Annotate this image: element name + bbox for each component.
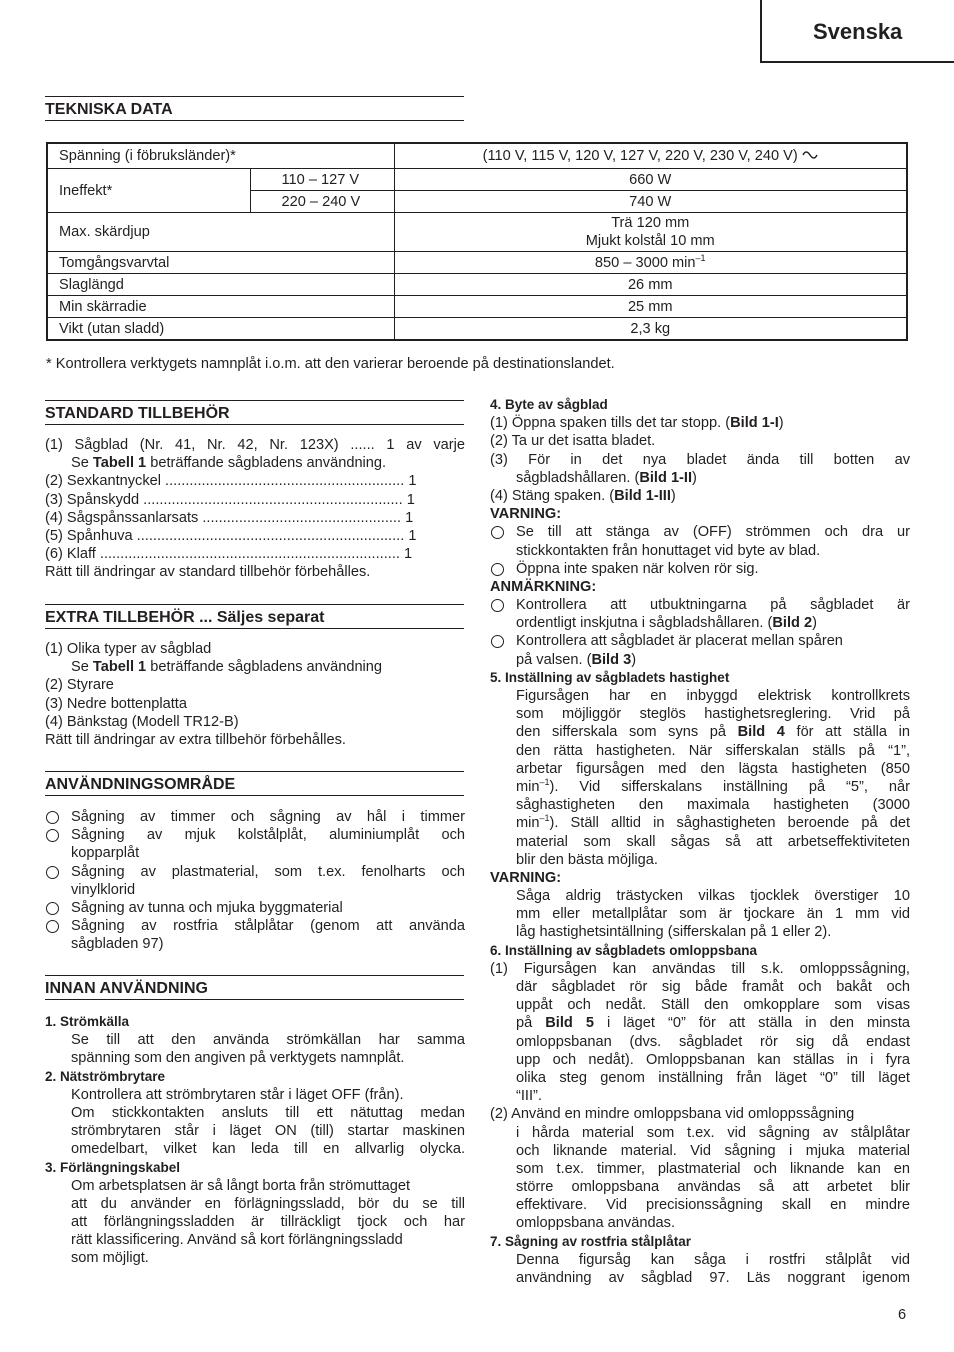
paragraph-line: effektivare. Vid precisionssågning skall en mindre (516, 1197, 910, 1214)
bullet-circle-icon (491, 526, 504, 539)
list-item: (1) Olika typer av sågblad (45, 641, 212, 657)
spec-value: 850 – 3000 $\min^{-1}$ (394, 252, 907, 274)
paragraph-line: uppåt och nedåt. Ställ den omkopplare som visas (516, 997, 910, 1014)
paragraph-line: strömbrytaren står i läget ON (till) startar maskinen (71, 1123, 465, 1140)
warning-title: VARNING: (490, 506, 562, 523)
paragraph-line: Denna figursåg kan såga i rostfri stålplåt vid (516, 1251, 910, 1268)
warning-title: VARNING: (490, 869, 562, 886)
subsection-title: 7. Sågning av rostfria stålplåtar (490, 1233, 692, 1249)
paragraph-line: (1) Figursågen kan användas till s.k. omloppssågning, (490, 960, 910, 977)
list-item: (4) Bänkstag (Modell TR12-B) (45, 713, 239, 730)
list-item: (1) Sågblad (Nr. 41, Nr. 42, Nr. 123X) ...... 1 av varje (45, 437, 465, 453)
paragraph-line: mm eller metallplåtar som är tjockare än 1 mm vid (516, 906, 910, 923)
depth-steel: Mjukt kolstål 10 mm (585, 233, 715, 249)
paragraph-line: $\min^{-1}$). Ställ alltid in såghastigheten beroende på det (516, 814, 910, 832)
before-heading: INNAN ANVÄNDNING (45, 975, 464, 1000)
list-item: Kontrollera att sågbladet är placerat mellan spåren (490, 632, 910, 650)
spec-table (46, 142, 908, 341)
usage-heading: ANVÄNDNINGSOMRÅDE (45, 771, 464, 796)
paragraph-line: att förlängningssladden är tillräckligt tjock och har (71, 1214, 465, 1231)
table-row (47, 296, 907, 318)
subsection-title: 6. Inställning av sågbladets omloppsbana (490, 942, 758, 958)
extra-heading: EXTRA TILLBEHÖR ... Säljes separat (45, 604, 464, 629)
paragraph-line: låg hastighetsintällning (sifferskalan på 1 eller 2). (516, 924, 832, 941)
list-item: (5) Spånhuva .................................................................. 1 (45, 527, 417, 544)
paragraph-line: Om stickkontakten ansluts till ett nätuttag medan (71, 1104, 465, 1121)
paragraph-line: omloppsbanan (dvs. sågbladet rör sig då endast (516, 1033, 910, 1050)
depth-wood: Trä 120 mm (611, 215, 690, 231)
list-item: (2) Styrare (45, 677, 114, 694)
paragraph-line: (3) För in det nya bladet ända till botten av (490, 451, 910, 468)
paragraph-line: $\min^{-1}$). Vid sifferskalans inställning på “5”, når (516, 777, 910, 795)
standard-list (45, 436, 465, 582)
spec-value: (110 V, 115 V, 120 V, 127 V, 220 V, 230 V, 240 V) (394, 143, 907, 169)
paragraph-line: såghastigheten den maximala hastigheten (3000 (516, 797, 910, 814)
paragraph-line: omedelbart, vilket kan leda till en allvarlig olycka. (71, 1141, 465, 1158)
list-item: Sågning av timmer och sågning av hål i timmer (45, 808, 465, 826)
paragraph-line: olika steg genom inställning från läget “0” till läget (516, 1069, 910, 1086)
paragraph-line: som t.ex. timmer, plastmaterial och liknande kan en (516, 1160, 910, 1177)
usage-list (45, 808, 465, 954)
list-item: (6) Klaff .......................................................................... 1 (45, 546, 413, 563)
paragraph-line: sågbladshållaren. (Bild 1-II) (516, 469, 697, 486)
subsection-title: 3. Förlängningskabel (45, 1159, 181, 1175)
paragraph-line: Såga aldrig trästycken vilkas tjocklek överstiger 10 (516, 888, 910, 905)
page-number: 6 (898, 1307, 907, 1323)
paragraph-line: omloppsbana användas. (516, 1215, 676, 1232)
spec-sublabel: 220 – 240 V (250, 191, 394, 213)
paragraph-line: “III”. (516, 1088, 542, 1105)
paragraph-line: den rätta hastigheten. När sifferskalan ställs på “1”, (516, 742, 910, 759)
table-row (47, 169, 907, 191)
footnote: * Kontrollera verktygets namnplåt i.o.m. att den varierar beroende på destinationslandet. (46, 356, 615, 372)
spec-value (394, 213, 907, 252)
list-item: Sågning av rostfria stålplåtar (genom att använda (45, 917, 465, 935)
paragraph-line: Om arbetsplatsen är så långt borta från strömuttaget (71, 1177, 411, 1194)
paragraph-line: arbetar figursågen med den lägsta hastigheten (850 (516, 760, 910, 777)
paragraph-line: (4) Stäng spaken. (Bild 1-III) (490, 487, 676, 504)
spec-value: 660 W (394, 169, 907, 191)
spec-value: 25 mm (394, 296, 907, 318)
paragraph-line: större omloppsbana användas så att arbetet blir (516, 1179, 910, 1196)
spec-value: 740 W (394, 191, 907, 213)
table-row (47, 274, 907, 296)
paragraph-line: (2) Använd en mindre omloppsbana vid omloppssågning (490, 1106, 855, 1123)
table-row (47, 143, 907, 169)
before-body (45, 1013, 465, 1268)
paragraph-line: material som skall sågas så att arbetseffektiviteten (516, 833, 910, 850)
paragraph-line: i hårda material som t.ex. vid sågning av stålplåtar (516, 1124, 910, 1141)
spec-label: Vikt (utan sladd) (47, 318, 394, 341)
note-title: ANMÄRKNING: (490, 578, 597, 595)
paragraph-line: där sågbladet rör sig både framåt och bakåt och (516, 979, 910, 995)
table-row (47, 318, 907, 341)
paragraph-line: rätt klassificering. Använd så kort förlängningssladd (71, 1232, 403, 1249)
paragraph-line: på Bild 5 i läget “0” för att ställa in den minsta (516, 1015, 910, 1032)
list-item: Sågning av mjuk kolstålplåt, aluminiumplåt och (45, 826, 465, 844)
list-item: Se Tabell 1 beträffande sågbladens användning. (71, 455, 387, 472)
bullet-circle-icon (491, 599, 504, 612)
paragraph-line: (2) Ta ur det isatta bladet. (490, 433, 656, 450)
spec-sublabel: 110 – 127 V (250, 169, 394, 191)
bullet-circle-icon (46, 829, 59, 842)
subsection-title: 5. Inställning av sågbladets hastighet (490, 669, 730, 685)
table-row (47, 252, 907, 274)
spec-label: Max. skärdjup (47, 213, 394, 252)
bullet-circle-icon (46, 902, 59, 915)
list-item: Sågning av plastmaterial, som t.ex. fenolharts och (45, 863, 465, 881)
standard-note: Rätt till ändringar av standard tillbehör förbehålles. (45, 564, 371, 581)
list-item: (3) Nedre bottenplatta (45, 695, 187, 712)
table-row (47, 213, 907, 252)
paragraph-line: och liknande material. Vid sågning i mjuka material (516, 1142, 910, 1159)
list-item: (3) Spånskydd ................................................................ 1 (45, 491, 415, 508)
paragraph-line: den sifferskala som syns på Bild 4 för att ställa in (516, 724, 910, 741)
spec-value: 2,3 kg (394, 318, 907, 341)
spec-label: Spänning (i föbruksländer)* (47, 143, 394, 169)
paragraph-line: blir den bästa möjliga. (516, 851, 658, 868)
bullet-circle-icon (491, 563, 504, 576)
bullet-circle-icon (491, 635, 504, 648)
spec-label: Slaglängd (47, 274, 394, 296)
paragraph-line: Figursågen har en inbyggd elektrisk kontrollkrets (516, 688, 910, 704)
subsection-title: 1. Strömkälla (45, 1014, 130, 1029)
tech-heading: TEKNISKA DATA (45, 96, 464, 121)
bullet-circle-icon (46, 866, 59, 879)
extra-note: Rätt till ändringar av extra tillbehör förbehålles. (45, 731, 346, 748)
paragraph-line: som möjliggör steglös hastighetsreglering. Vrid på (516, 706, 910, 723)
list-item-cont: stickkontakten från honuttaget vid byte av blad. (516, 542, 821, 559)
subsection-title: 2. Nätströmbrytare (45, 1068, 166, 1084)
subsection-title: 4. Byte av sågblad (490, 397, 608, 412)
spec-value: 26 mm (394, 274, 907, 296)
paragraph-line: som möjligt. (71, 1250, 149, 1267)
right-column (490, 396, 910, 1287)
paragraph-line: spänning som den angiven på verktygets namnplåt. (71, 1050, 405, 1067)
list-item-cont: sågbladen 97) (71, 936, 164, 953)
ac-symbol-icon (802, 149, 818, 161)
bullet-circle-icon (46, 811, 59, 824)
paragraph-line: Kontrollera att strömbrytaren står i läget OFF (från). (71, 1086, 404, 1103)
list-item: Se till att stänga av (OFF) strömmen och dra ur (490, 523, 910, 541)
paragraph-line: (1) Öppna spaken tills det tar stopp. (Bild 1-I) (490, 415, 784, 432)
list-item-cont: ordentligt inskjutna i sågbladshållaren. (Bild 2) (516, 615, 817, 632)
language-label: Svenska (813, 19, 903, 44)
paragraph-line: Se till att den använda strömkällan har samma (71, 1032, 465, 1049)
list-item: (2) Sexkantnyckel ........................................................... 1 (45, 473, 417, 490)
bullet-circle-icon (46, 920, 59, 933)
spec-label: Min skärradie (47, 296, 394, 318)
standard-heading: STANDARD TILLBEHÖR (45, 400, 464, 425)
spec-label: Ineffekt* (47, 169, 250, 213)
list-item-cont: vinylklorid (71, 881, 136, 898)
paragraph-line: användning av sågblad 97. Läs noggrant igenom (516, 1270, 910, 1286)
spec-label: Tomgångsvarvtal (47, 252, 394, 274)
list-item-cont: på valsen. (Bild 3) (516, 651, 637, 668)
paragraph-line: att du använder en förlägningssladd, bör du se till (71, 1195, 465, 1212)
list-item: Sågning av tunna och mjuka byggmaterial (45, 899, 465, 917)
list-item-cont: kopparplåt (71, 845, 140, 862)
list-item: Kontrollera att utbuktningarna på sågbladet är (490, 596, 910, 614)
language-tab (760, 0, 954, 63)
list-item: Öppna inte spaken när kolven rör sig. (490, 560, 910, 578)
paragraph-line: upp och nedåt). Omloppsbanan kan ställas in i fyra (516, 1051, 910, 1068)
extra-list (45, 640, 465, 749)
list-item: (4) Sågspånssanlarsats ................................................. 1 (45, 509, 414, 526)
list-item: Se Tabell 1 beträffande sågbladens användning (71, 659, 383, 676)
